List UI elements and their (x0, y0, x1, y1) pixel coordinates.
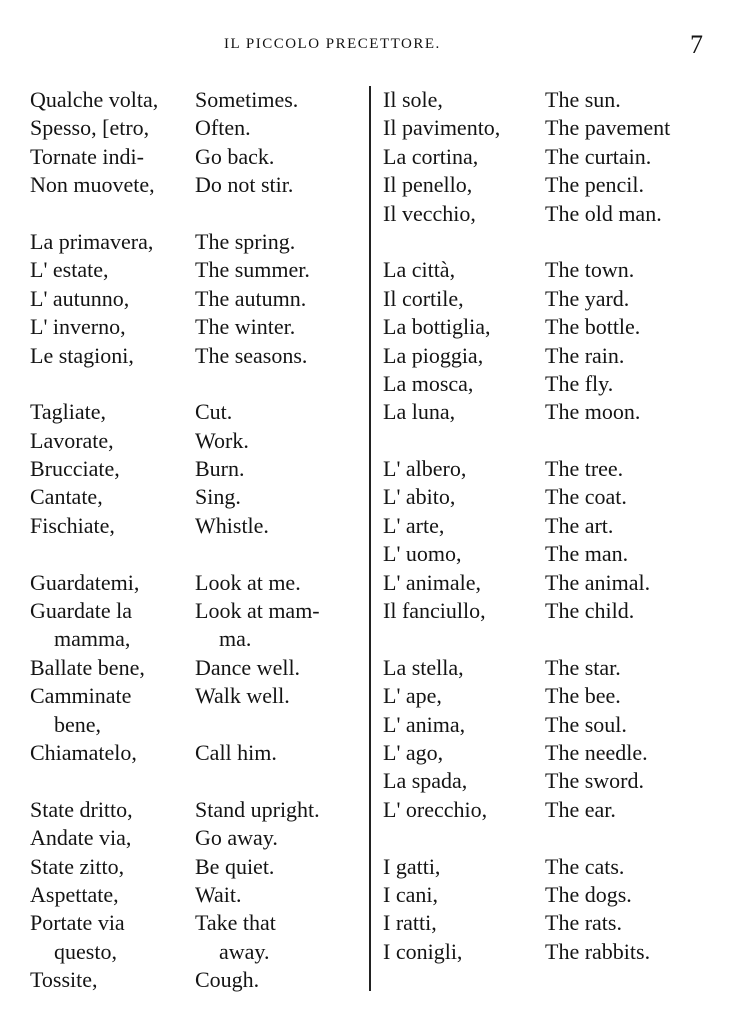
vocabulary-row (30, 342, 365, 370)
vocabulary-row (383, 711, 723, 739)
vocabulary-row (30, 285, 365, 313)
vocabulary-row (383, 370, 723, 398)
english-translation: Be quiet. (195, 853, 275, 879)
italian-term: Qualche volta, (30, 87, 159, 112)
vocabulary-row (383, 796, 723, 824)
english-translation: The needle. (545, 739, 648, 765)
english-translation: Whistle. (195, 512, 269, 538)
vocabulary-row (383, 200, 723, 228)
english-translation: The old man. (545, 200, 662, 226)
vocabulary-row (30, 739, 365, 767)
italian-term: State dritto, (30, 796, 133, 822)
english-translation: The town. (545, 257, 635, 283)
italian-term: mamma, (54, 626, 131, 652)
english-translation: The bee. (545, 683, 621, 709)
vocabulary-row (30, 200, 365, 228)
vocabulary-row (30, 597, 365, 625)
english-translation: Wait. (195, 881, 242, 907)
italian-term: La mosca, (383, 370, 474, 396)
english-translation: Cough. (195, 967, 260, 993)
vocabulary-row (383, 228, 723, 256)
vocabulary-row (30, 938, 365, 966)
italian-term: I gatti, (383, 853, 441, 879)
left-vocabulary-column (30, 86, 365, 995)
italian-term: Ballate bene, (30, 654, 145, 680)
vocabulary-row (383, 824, 723, 852)
english-translation: The rabbits. (545, 938, 651, 964)
vocabulary-row (30, 228, 365, 256)
english-translation: Walk well. (195, 683, 290, 709)
vocabulary-row (30, 483, 365, 511)
english-translation: The ear. (545, 796, 616, 822)
vocabulary-row (383, 171, 723, 199)
vocabulary-row (383, 767, 723, 795)
right-vocabulary-column (383, 86, 723, 966)
column-divider (369, 86, 371, 991)
vocabulary-row (383, 398, 723, 426)
english-translation: The moon. (545, 399, 641, 425)
italian-term: Il sole, (383, 87, 443, 112)
vocabulary-row (383, 569, 723, 597)
english-translation: The child. (545, 598, 635, 624)
italian-term: State zitto, (30, 853, 125, 879)
vocabulary-row (383, 625, 723, 653)
italian-term: L' inverno, (30, 314, 126, 340)
vocabulary-row (30, 171, 365, 199)
english-translation: The spring. (195, 228, 296, 254)
vocabulary-row (30, 966, 365, 994)
english-translation: The sword. (545, 768, 644, 794)
italian-term: I conigli, (383, 938, 463, 964)
vocabulary-row (30, 455, 365, 483)
vocabulary-row (30, 512, 365, 540)
vocabulary-row (383, 143, 723, 171)
italian-term: Brucciate, (30, 456, 120, 482)
english-translation: Sing. (195, 484, 241, 510)
vocabulary-row (383, 853, 723, 881)
english-translation: Work. (195, 427, 249, 453)
italian-term: Chiamatelo, (30, 739, 137, 765)
english-translation: The coat. (545, 484, 627, 510)
english-translation: The tree. (545, 456, 624, 482)
vocabulary-row (30, 313, 365, 341)
italian-term: Cantate, (30, 484, 103, 510)
vocabulary-row (30, 767, 365, 795)
vocabulary-row (383, 739, 723, 767)
vocabulary-row (383, 114, 723, 142)
italian-term: La cortina, (383, 143, 479, 169)
vocabulary-row (30, 654, 365, 682)
italian-term: L' orecchio, (383, 796, 488, 822)
english-translation: The curtain. (545, 143, 652, 169)
italian-term: L' ago, (383, 739, 444, 765)
italian-term: L' anima, (383, 711, 466, 737)
vocabulary-row (30, 711, 365, 739)
italian-term: I cani, (383, 881, 438, 907)
english-translation: The man. (545, 541, 629, 567)
vocabulary-row (30, 256, 365, 284)
english-translation: Go back. (195, 143, 275, 169)
english-translation: The star. (545, 654, 621, 680)
italian-term: La stella, (383, 654, 464, 680)
vocabulary-row (383, 455, 723, 483)
italian-term: La bottiglia, (383, 314, 491, 340)
english-translation: The rain. (545, 342, 625, 368)
italian-term: Il cortile, (383, 285, 464, 311)
italian-term: L' ape, (383, 683, 442, 709)
english-translation: The bottle. (545, 314, 641, 340)
italian-term: Lavorate, (30, 427, 114, 453)
italian-term: bene, (54, 711, 102, 737)
italian-term: L' animale, (383, 569, 482, 595)
vocabulary-row (30, 86, 365, 114)
vocabulary-row (383, 483, 723, 511)
english-translation: The cats. (545, 853, 625, 879)
english-translation: The winter. (195, 314, 296, 340)
italian-term: La città, (383, 257, 456, 283)
italian-term: L' albero, (383, 456, 467, 482)
vocabulary-row (30, 370, 365, 398)
vocabulary-row (30, 540, 365, 568)
italian-term: Tornate indi- (30, 143, 144, 169)
vocabulary-row (30, 427, 365, 455)
vocabulary-row (30, 398, 365, 426)
italian-term: L' abito, (383, 484, 456, 510)
vocabulary-row (30, 143, 365, 171)
english-translation: The pencil. (545, 172, 644, 198)
italian-term: Le stagioni, (30, 342, 134, 368)
italian-term: Non muovete, (30, 172, 155, 198)
italian-term: Il fanciullo, (383, 598, 486, 624)
italian-term: Portate via (30, 910, 125, 936)
italian-term: Guardatemi, (30, 569, 140, 595)
english-translation: Go away. (195, 825, 278, 851)
vocabulary-row (383, 427, 723, 455)
italian-term: Camminate (30, 683, 132, 709)
italian-term: I ratti, (383, 910, 437, 936)
italian-term: L' arte, (383, 512, 445, 538)
english-translation: Look at me. (195, 569, 301, 595)
english-translation: The autumn. (195, 285, 307, 311)
english-translation: Take that (195, 910, 276, 936)
vocabulary-row (30, 796, 365, 824)
vocabulary-row (383, 342, 723, 370)
english-translation: The yard. (545, 285, 630, 311)
italian-term: La primavera, (30, 228, 154, 254)
vocabulary-row (383, 938, 723, 966)
english-translation: The dogs. (545, 881, 632, 907)
vocabulary-row (30, 682, 365, 710)
vocabulary-row (30, 853, 365, 881)
english-translation: The art. (545, 512, 614, 538)
vocabulary-row (383, 540, 723, 568)
italian-term: questo, (54, 938, 117, 964)
italian-term: Guardate la (30, 598, 132, 624)
italian-term: La pioggia, (383, 342, 484, 368)
vocabulary-row (383, 285, 723, 313)
english-translation: ma. (219, 626, 252, 652)
english-translation: Burn. (195, 456, 245, 482)
english-translation: Sometimes. (195, 87, 299, 112)
italian-term: Il penello, (383, 172, 473, 198)
english-translation: The sun. (545, 87, 621, 112)
vocabulary-row (30, 114, 365, 142)
italian-term: La spada, (383, 768, 468, 794)
italian-term: Il vecchio, (383, 200, 476, 226)
english-translation: Call him. (195, 739, 277, 765)
italian-term: Spesso, [etro, (30, 115, 150, 141)
english-translation: Look at mam- (195, 598, 320, 624)
italian-term: Fischiate, (30, 512, 115, 538)
vocabulary-row (383, 682, 723, 710)
english-translation: Do not stir. (195, 172, 294, 198)
italian-term: Tossite, (30, 967, 98, 993)
english-translation: The fly. (545, 370, 614, 396)
italian-term: Il pavimento, (383, 115, 501, 141)
english-translation: Stand upright. (195, 796, 320, 822)
vocabulary-row (30, 909, 365, 937)
vocabulary-row (30, 569, 365, 597)
vocabulary-row (383, 86, 723, 114)
english-translation: The rats. (545, 910, 622, 936)
english-translation: The soul. (545, 711, 627, 737)
italian-term: L' estate, (30, 257, 109, 283)
english-translation: The seasons. (195, 342, 308, 368)
vocabulary-row (383, 256, 723, 284)
vocabulary-row (383, 654, 723, 682)
english-translation: The summer. (195, 257, 310, 283)
vocabulary-row (383, 909, 723, 937)
vocabulary-row (383, 597, 723, 625)
italian-term: La luna, (383, 399, 456, 425)
vocabulary-row (30, 824, 365, 852)
running-head: IL PICCOLO PRECETTORE. (224, 36, 441, 52)
vocabulary-row (383, 881, 723, 909)
vocabulary-row (383, 512, 723, 540)
page-header (0, 30, 749, 62)
italian-term: L' uomo, (383, 541, 462, 567)
italian-term: Tagliate, (30, 399, 107, 425)
vocabulary-row (30, 881, 365, 909)
english-translation: Cut. (195, 399, 233, 425)
italian-term: Aspettate, (30, 881, 119, 907)
english-translation: away. (219, 938, 270, 964)
italian-term: L' autunno, (30, 285, 130, 311)
vocabulary-row (30, 625, 365, 653)
italian-term: Andate via, (30, 825, 132, 851)
page-number: 7 (690, 30, 703, 59)
english-translation: Dance well. (195, 654, 301, 680)
english-translation: Often. (195, 115, 251, 141)
english-translation: The animal. (545, 569, 651, 595)
vocabulary-row (383, 313, 723, 341)
english-translation: The pavement (545, 115, 671, 141)
